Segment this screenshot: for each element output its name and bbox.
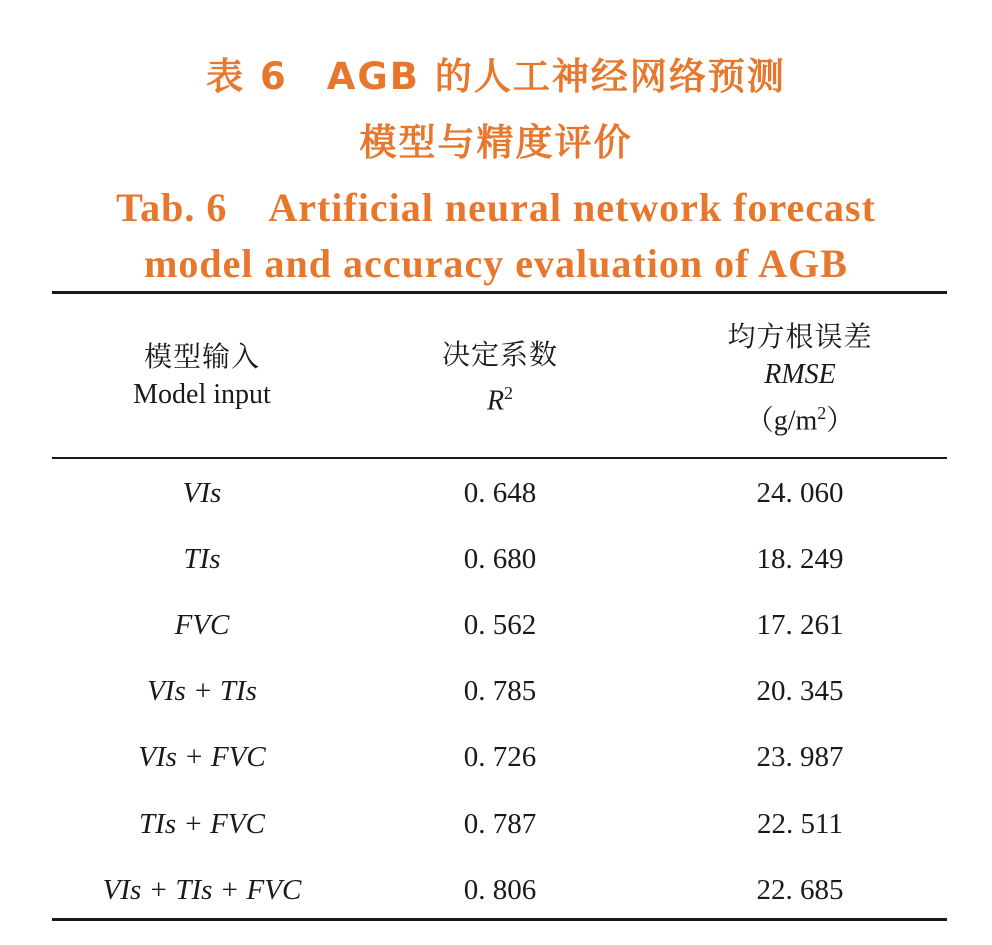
cell-model-input: TIs + FVC (139, 808, 265, 840)
table-title-cn-line1: 表 6 AGB 的人工神经网络预测 (206, 55, 786, 98)
cell-r2: 0. 648 (463, 477, 537, 509)
header-r2-superscript: 2 (504, 383, 514, 403)
cell-r2: 0. 726 (463, 741, 537, 773)
table-title-en-line2: model and accuracy evaluation of AGB (144, 241, 848, 286)
header-r2-cn: 决定系数 (441, 338, 558, 371)
cell-model-input: VIs (182, 477, 222, 509)
cell-model-input: VIs + TIs (147, 675, 257, 707)
cell-rmse: 23. 987 (756, 741, 844, 773)
header-rmse-cn: 均方根误差 (727, 320, 873, 353)
header-r2-symbol (350, 374, 650, 420)
cell-rmse: 20. 345 (756, 675, 844, 707)
table-row (52, 671, 947, 711)
cell-rmse: 22. 685 (756, 874, 844, 906)
table-row (52, 804, 947, 844)
cell-r2: 0. 787 (463, 808, 537, 840)
cell-model-input: TIs (183, 543, 221, 575)
table-row (52, 539, 947, 579)
header-r2-letter: R (486, 385, 505, 417)
header-rmse (650, 318, 950, 440)
table-row (52, 605, 947, 645)
table-title-en-line1: Tab. 6 Artificial neural network forecast (116, 185, 876, 230)
cell-r2: 0. 806 (463, 874, 537, 906)
cell-model-input: FVC (174, 609, 230, 641)
cell-rmse: 18. 249 (756, 543, 844, 575)
table-row (52, 870, 947, 910)
cell-r2: 0. 562 (463, 609, 537, 641)
table-top-rule (52, 291, 947, 294)
cell-r2: 0. 785 (463, 675, 537, 707)
cell-rmse: 17. 261 (756, 609, 844, 641)
header-rmse-unit-open: （g/m (745, 405, 818, 437)
header-model-input-cn: 模型输入 (143, 340, 260, 373)
cell-model-input: VIs + FVC (138, 741, 266, 773)
header-rmse-unit (650, 394, 950, 440)
table-header-rule (52, 457, 947, 459)
header-rmse-en: RMSE (764, 359, 836, 390)
header-model-input (52, 338, 352, 414)
table-row (52, 473, 947, 513)
cell-rmse: 24. 060 (756, 477, 844, 509)
cell-r2: 0. 680 (463, 543, 537, 575)
header-rmse-unit-superscript: 2 (817, 403, 827, 423)
header-model-input-en: Model input (133, 379, 271, 410)
table-row (52, 737, 947, 777)
header-r2 (350, 336, 650, 420)
table-title-cn-line2: 模型与精度评价 (359, 121, 633, 164)
table-bottom-rule (52, 918, 947, 921)
header-rmse-unit-close: ） (826, 405, 855, 437)
cell-model-input: VIs + TIs + FVC (102, 874, 302, 906)
cell-rmse: 22. 511 (757, 808, 843, 840)
